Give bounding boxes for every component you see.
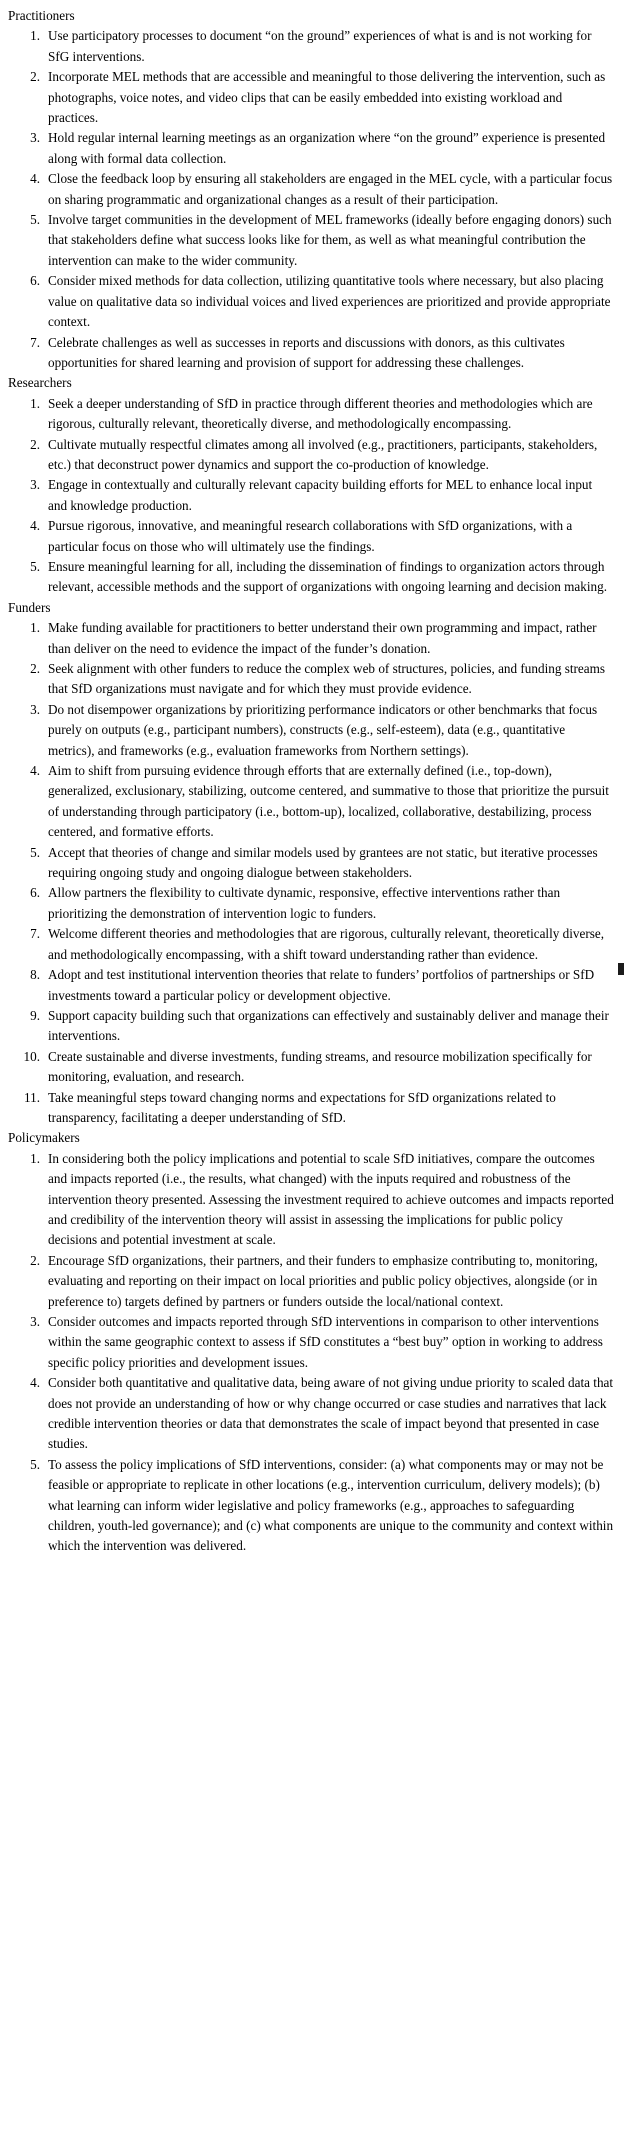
recommendation-text: Create sustainable and diverse investments, funding streams, and resource mobilization specifically for monitoring, evaluation, and research. bbox=[48, 1048, 592, 1085]
list-marker: 4. bbox=[30, 171, 40, 187]
recommendations-section bbox=[8, 6, 614, 373]
recommendation-item bbox=[8, 210, 614, 271]
recommendation-text: Consider both quantitative and qualitative data, being aware of not giving undue priority to scaled data that does not provide an understanding of how or why change occurred or case studies and narratives that lack credible intervention theories or data that demonstrates the scale of impact beyond that presented in case studies. bbox=[48, 1375, 614, 1452]
recommendation-item bbox=[8, 761, 614, 843]
recommendation-list bbox=[8, 1149, 614, 1557]
recommendation-text: Make funding available for practitioners to better understand their own programming and impact, rather than deliver on the need to evidence the impact of the funder’s donation. bbox=[48, 620, 597, 656]
recommendation-item bbox=[8, 169, 614, 210]
list-marker: 10. bbox=[23, 1048, 40, 1064]
list-marker: 2. bbox=[30, 436, 40, 452]
list-marker: 5. bbox=[30, 212, 40, 228]
list-marker: 7. bbox=[30, 334, 40, 350]
recommendation-text: Encourage SfD organizations, their partners, and their funders to emphasize contributing to, monitoring, evaluating and reporting on their impact on local priorities and public policy objectives, alongside (or in preference to) targets defined by partners or funders outside the local/national context. bbox=[48, 1252, 598, 1309]
list-marker: 3. bbox=[30, 701, 40, 717]
recommendation-item bbox=[8, 394, 614, 435]
recommendation-text: Consider outcomes and impacts reported through SfD interventions in comparison to other interventions within the same geographic context to assess if SfD constitutes a “best buy” option in working to address specific policy priorities and development issues. bbox=[48, 1314, 603, 1370]
recommendation-item bbox=[8, 67, 614, 128]
recommendation-item bbox=[8, 618, 614, 659]
list-marker: 2. bbox=[30, 661, 40, 676]
recommendation-text: Hold regular internal learning meetings as an organization where “on the ground” experience is presented along with formal data collection. bbox=[48, 130, 606, 166]
recommendation-item bbox=[8, 128, 614, 169]
list-marker: 5. bbox=[30, 558, 40, 574]
recommendation-text: Incorporate MEL methods that are accessible and meaningful to those delivering the intervention, such as photographs, voice notes, and video clips that can be easily embedded into existing workload and practices. bbox=[48, 69, 606, 126]
recommendation-text: Seek a deeper understanding of SfD in practice through different theories and methodologies which are rigorous, culturally relevant, theoretically diverse, and methodologically encompassing. bbox=[48, 395, 593, 432]
recommendation-item bbox=[8, 557, 614, 598]
list-marker: 3. bbox=[30, 130, 40, 146]
list-marker: 5. bbox=[30, 1456, 40, 1472]
recommendation-item bbox=[8, 26, 614, 67]
list-marker: 3. bbox=[30, 477, 40, 493]
list-marker: 5. bbox=[30, 844, 40, 860]
list-marker: 8. bbox=[30, 967, 40, 983]
recommendation-item bbox=[8, 1251, 614, 1312]
recommendation-text: Adopt and test institutional intervention theories that relate to funders’ portfolios of partnerships or SfD investments toward a particular policy or development objective. bbox=[48, 967, 595, 1003]
recommendation-item bbox=[8, 475, 614, 516]
recommendation-text: Celebrate challenges as well as successes in reports and discussions with donors, as this cultivates opportunities for shared learning and provision of support for addressing these challenges. bbox=[48, 334, 565, 370]
scan-artifact-mark bbox=[618, 963, 624, 975]
recommendation-text: Take meaningful steps toward changing norms and expectations for SfD organizations related to transparency, facilitating a deeper understanding of SfD. bbox=[48, 1089, 556, 1125]
recommendation-text: Ensure meaningful learning for all, including the dissemination of findings to organization actors through relevant, accessible methods and the support of organizations with ongoing learning and decision making. bbox=[48, 558, 607, 595]
list-marker: 1. bbox=[30, 395, 40, 411]
list-marker: 2. bbox=[30, 69, 40, 85]
recommendation-item bbox=[8, 1312, 614, 1373]
recommendation-item bbox=[8, 516, 614, 557]
recommendation-text: Use participatory processes to document “on the ground” experiences of what is and is not working for SfG interventions. bbox=[48, 28, 592, 64]
recommendation-item bbox=[8, 965, 614, 1006]
recommendation-text: In considering both the policy implications and potential to scale SfD initiatives, compare the outcomes and impacts reported (i.e., the results, what changed) with the inputs required and robustness of the intervention theory presented. Assessing the investment required to achieve outcomes and impacts reported and credibility of the intervention theory will assist in assessing the implications for public policy decisions and potential investment at scale. bbox=[48, 1150, 614, 1248]
section-heading: Policymakers bbox=[8, 1130, 80, 1146]
recommendation-text: Allow partners the flexibility to cultivate dynamic, responsive, effective interventions rather than prioritizing the demonstration of intervention logic to funders. bbox=[48, 885, 561, 921]
recommendation-text: Involve target communities in the development of MEL frameworks (ideally before engaging donors) such that stakeholders define what success looks like for them, as well as what meaningful contribution the intervention can make to the wider community. bbox=[48, 212, 612, 268]
recommendation-text: Close the feedback loop by ensuring all stakeholders are engaged in the MEL cycle, with a particular focus on sharing programmatic and organizational changes as a result of their participation. bbox=[48, 171, 613, 207]
recommendation-item bbox=[8, 1088, 614, 1129]
recommendation-list bbox=[8, 26, 614, 373]
recommendation-text: Pursue rigorous, innovative, and meaningful research collaborations with SfD organizations, with a particular focus on those who will ultimately use the findings. bbox=[48, 518, 573, 554]
recommendations-section bbox=[8, 373, 614, 597]
recommendation-item bbox=[8, 1373, 614, 1455]
recommendation-item bbox=[8, 924, 614, 965]
recommendation-item bbox=[8, 1006, 614, 1047]
recommendation-text: Aim to shift from pursuing evidence through efforts that are externally defined (i.e., top-down), generalized, exclusionary, stabilizing, outcome centered, and summative to those that prioritize the pursuit of understanding through participatory (i.e., bottom-up), localized, collaborative, destabilizing, process centered, and formative efforts. bbox=[48, 763, 609, 840]
list-marker: 4. bbox=[30, 1375, 40, 1391]
recommendation-text: Engage in contextually and culturally relevant capacity building efforts for MEL to enhance local input and knowledge production. bbox=[48, 477, 593, 513]
list-marker: 1. bbox=[30, 620, 40, 636]
list-marker: 4. bbox=[30, 763, 40, 779]
section-heading: Funders bbox=[8, 599, 51, 615]
recommendation-item bbox=[8, 1149, 614, 1251]
recommendation-item bbox=[8, 883, 614, 924]
recommendation-item bbox=[8, 1455, 614, 1557]
recommendation-item bbox=[8, 435, 614, 476]
list-marker: 11. bbox=[24, 1089, 40, 1105]
list-marker: 7. bbox=[30, 926, 40, 942]
recommendation-text: Consider mixed methods for data collection, utilizing quantitative tools where necessary, but also placing value on qualitative data so individual voices and lived experiences are prioritized and provide appropriate context. bbox=[48, 273, 611, 330]
list-marker: 3. bbox=[30, 1314, 40, 1329]
recommendation-text: To assess the policy implications of SfD interventions, consider: (a) what components may or may not be feasible or appropriate to replicate in other locations (e.g., intervention curriculum, delivery models); (b) what learning can inform wider legislative and policy frameworks (e.g., approaches to safeguarding children, youth-led governance); and (c) what components are unique to the community and context within which the intervention was delivered. bbox=[48, 1456, 614, 1554]
recommendation-text: Cultivate mutually respectful climates among all involved (e.g., practitioners, participants, stakeholders, etc.) that deconstruct power dynamics and support the co-production of knowledge. bbox=[48, 436, 598, 472]
list-marker: 4. bbox=[30, 518, 40, 534]
recommendations-section bbox=[8, 598, 614, 1129]
recommendation-list bbox=[8, 394, 614, 598]
recommendation-text: Accept that theories of change and similar models used by grantees are not static, but iterative processes requiring ongoing study and ongoing dialogue between stakeholders. bbox=[48, 844, 598, 881]
recommendation-item bbox=[8, 333, 614, 374]
list-marker: 2. bbox=[30, 1252, 40, 1268]
recommendation-item bbox=[8, 1047, 614, 1088]
list-marker: 1. bbox=[30, 28, 40, 44]
recommendation-text: Do not disempower organizations by prioritizing performance indicators or other benchmarks that focus purely on outputs (e.g., participant numbers), constructs (e.g., self-esteem), data (e.g., quantitative metrics), and frameworks (e.g., evaluation frameworks from Northern settings). bbox=[48, 701, 598, 758]
list-marker: 1. bbox=[30, 1150, 40, 1166]
recommendation-list bbox=[8, 618, 614, 1128]
recommendation-text: Support capacity building such that organizations can effectively and sustainably deliver and manage their interventions. bbox=[48, 1007, 609, 1044]
recommendation-item bbox=[8, 843, 614, 884]
list-marker: 6. bbox=[30, 273, 40, 289]
recommendation-text: Welcome different theories and methodologies that are rigorous, culturally relevant, theoretically diverse, and methodologically encompassing, with a shift toward understanding rather than evidence. bbox=[48, 926, 605, 962]
recommendations-section bbox=[8, 1128, 614, 1557]
recommendation-item bbox=[8, 659, 614, 700]
recommendations-sections bbox=[8, 6, 614, 1557]
recommendation-text: Seek alignment with other funders to reduce the complex web of structures, policies, and funding streams that SfD organizations must navigate and for which they must provide evidence. bbox=[48, 661, 606, 697]
list-marker: 6. bbox=[30, 885, 40, 901]
list-marker: 9. bbox=[30, 1007, 40, 1023]
section-heading: Researchers bbox=[8, 375, 72, 391]
recommendation-item bbox=[8, 700, 614, 761]
section-heading: Practitioners bbox=[8, 8, 75, 23]
recommendation-item bbox=[8, 271, 614, 332]
